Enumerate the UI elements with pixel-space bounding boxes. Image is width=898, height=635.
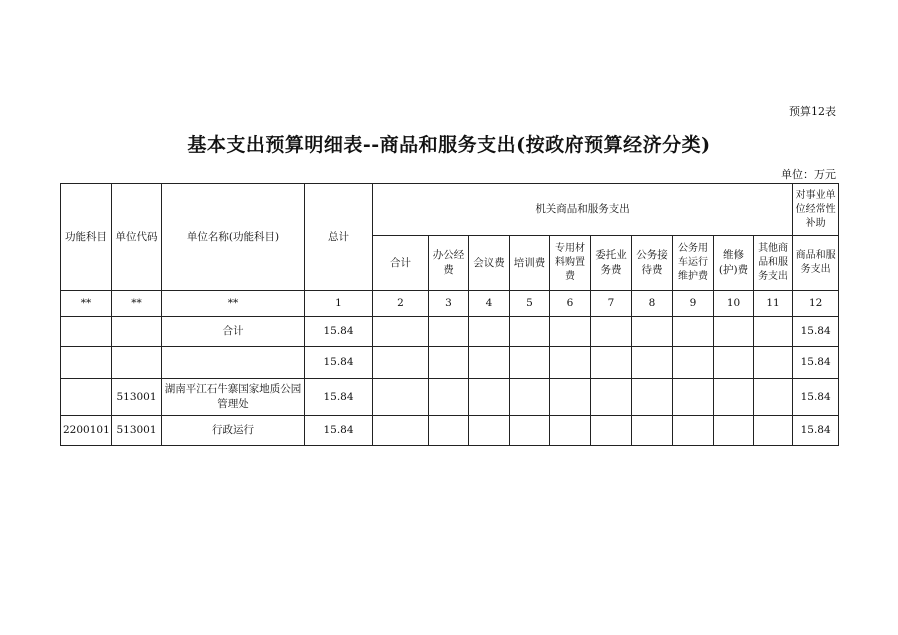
header-sub: 合计 xyxy=(373,236,429,291)
header-sub: 委托业务费 xyxy=(591,236,632,291)
cell-name: 行政运行 xyxy=(162,416,305,446)
index-cell: ** xyxy=(162,291,305,317)
cell-subsidy: 15.84 xyxy=(793,416,839,446)
header-sub: 商品和服务支出 xyxy=(793,236,839,291)
table-row xyxy=(61,416,839,446)
index-cell: 11 xyxy=(754,291,793,317)
table-code: 预算12表 xyxy=(789,105,836,118)
index-cell: 6 xyxy=(550,291,591,317)
index-cell: 12 xyxy=(793,291,839,317)
table-row xyxy=(61,317,839,347)
index-cell: 7 xyxy=(591,291,632,317)
cell-name: 湖南平江石牛寨国家地质公园管理处 xyxy=(162,379,305,416)
cell-code xyxy=(112,317,162,347)
header-total: 总计 xyxy=(305,184,373,291)
cell-total: 15.84 xyxy=(305,379,373,416)
header-unit-code: 单位代码 xyxy=(112,184,162,291)
header-sub: 公务用车运行维护费 xyxy=(673,236,714,291)
unit-label: 单位：万元 xyxy=(781,168,836,181)
index-cell: 5 xyxy=(510,291,550,317)
index-cell: 2 xyxy=(373,291,429,317)
cell-subsidy: 15.84 xyxy=(793,379,839,416)
cell-total: 15.84 xyxy=(305,317,373,347)
index-cell: 10 xyxy=(714,291,754,317)
index-cell: 8 xyxy=(632,291,673,317)
table-row xyxy=(61,379,839,416)
header-sub: 其他商品和服务支出 xyxy=(754,236,793,291)
index-cell: 9 xyxy=(673,291,714,317)
page-title: 基本支出预算明细表--商品和服务支出(按政府预算经济分类) xyxy=(187,134,711,156)
header-func-subject: 功能科目 xyxy=(61,184,112,291)
cell-code: 513001 xyxy=(112,416,162,446)
cell-code xyxy=(112,347,162,379)
budget-table xyxy=(60,183,839,446)
index-cell: 1 xyxy=(305,291,373,317)
header-group-org: 机关商品和服务支出 xyxy=(373,184,793,236)
header-group-subsidy: 对事业单位经常性补助 xyxy=(793,184,839,236)
cell-total: 15.84 xyxy=(305,347,373,379)
cell-total: 15.84 xyxy=(305,416,373,446)
cell-name: 合计 xyxy=(162,317,305,347)
header-sub: 专用材料购置费 xyxy=(550,236,591,291)
header-sub: 培训费 xyxy=(510,236,550,291)
header-sub: 办公经费 xyxy=(429,236,469,291)
cell-name xyxy=(162,347,305,379)
index-cell: ** xyxy=(61,291,112,317)
cell-func xyxy=(61,347,112,379)
index-cell: ** xyxy=(112,291,162,317)
header-sub: 公务接待费 xyxy=(632,236,673,291)
header-sub: 维修(护)费 xyxy=(714,236,754,291)
cell-subsidy: 15.84 xyxy=(793,347,839,379)
index-cell: 3 xyxy=(429,291,469,317)
cell-func: 2200101 xyxy=(61,416,112,446)
cell-code: 513001 xyxy=(112,379,162,416)
index-cell: 4 xyxy=(469,291,510,317)
cell-func xyxy=(61,379,112,416)
cell-func xyxy=(61,317,112,347)
cell-subsidy: 15.84 xyxy=(793,317,839,347)
header-unit-name: 单位名称(功能科目) xyxy=(162,184,305,291)
header-sub: 会议费 xyxy=(469,236,510,291)
table-row xyxy=(61,347,839,379)
